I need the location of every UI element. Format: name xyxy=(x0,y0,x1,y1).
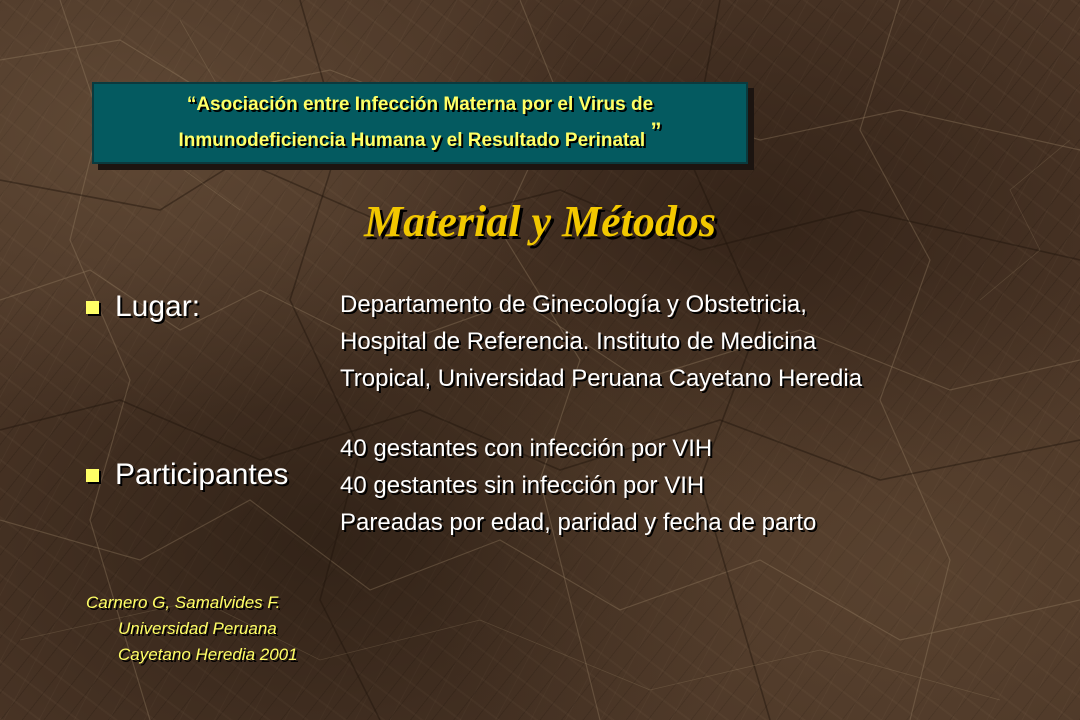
square-bullet-icon xyxy=(86,301,99,314)
banner-line-2 xyxy=(178,118,662,158)
slide-heading: Material y Métodos xyxy=(364,197,716,246)
lugar-line: Tropical, Universidad Peruana Cayetano Heredia xyxy=(340,365,863,392)
lugar-description xyxy=(340,286,862,397)
citation-institution-year: Cayetano Heredia 2001 xyxy=(118,645,298,664)
participantes-line: 40 gestantes sin infección por VIH xyxy=(340,472,705,499)
lugar-line: Hospital de Referencia. Instituto de Medicina xyxy=(340,328,817,355)
banner-line-2-text: Inmunodeficiencia Humana y el Resultado Perinatal xyxy=(178,130,646,151)
bullet-item-participantes xyxy=(86,458,288,492)
citation xyxy=(86,590,298,668)
participantes-line: 40 gestantes con infección por VIH xyxy=(340,435,713,462)
lugar-line: Departamento de Ginecología y Obstetricia, xyxy=(340,291,807,318)
banner-line-1: “Asociación entre Infección Materna por el Virus de xyxy=(186,94,654,115)
citation-authors: Carnero G, Samalvides F. xyxy=(86,593,281,612)
title-banner xyxy=(92,82,748,164)
bullet-label-lugar: Lugar: xyxy=(115,290,201,323)
bullet-label-participantes: Participantes xyxy=(115,458,289,491)
bullet-item-lugar xyxy=(86,290,200,324)
participantes-line: Pareadas por edad, paridad y fecha de parto xyxy=(340,509,817,536)
square-bullet-icon xyxy=(86,469,99,482)
participantes-description xyxy=(340,430,816,541)
banner-close-quote: ” xyxy=(650,118,662,143)
citation-institution: Universidad Peruana xyxy=(118,619,277,638)
